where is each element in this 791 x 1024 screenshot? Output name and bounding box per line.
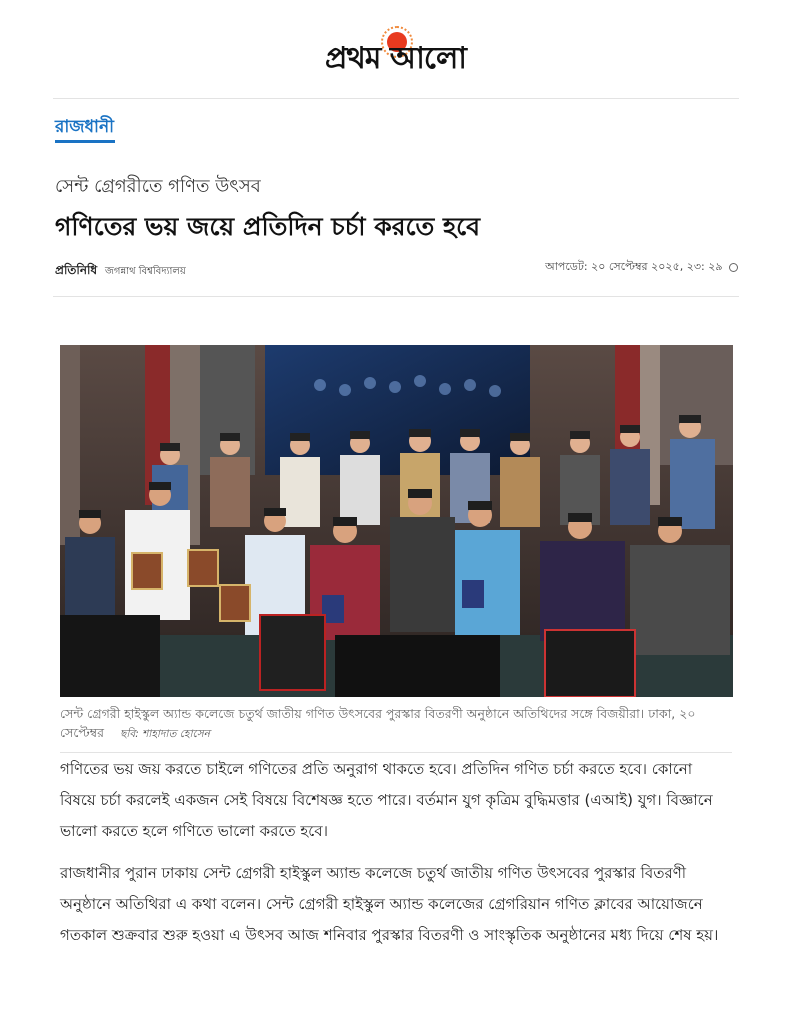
article-headline: গণিতের ভয় জয়ে প্রতিদিন চর্চা করতে হবে: [55, 212, 481, 241]
article-photo[interactable]: [60, 345, 733, 697]
logo-text: প্রথম আলো: [324, 41, 467, 76]
article-shoulder: সেন্ট গ্রেগরীতে গণিত উৎসব: [55, 176, 261, 197]
site-logo[interactable]: [0, 34, 791, 85]
article-paragraph-1: গণিতের ভয় জয় করতে চাইলে গণিতের প্রতি অনুরাগ থাকতে হবে। প্রতিদিন গণিত চর্চা করতে হবে। কোনো বিষয়ে চর্চা করলেই একজন সেই বিষয়ে বিশেষজ্ঞ হতে পারে। বর্তমান যুগ কৃত্রিম বুদ্ধিমত্তার (এআই) যুগ। বিজ্ঞানে ভালো করতে হলে গণিতে ভালো করতে হবে।: [60, 760, 713, 840]
byline-location: জগন্নাথ বিশ্ববিদ্যালয়: [104, 266, 186, 277]
caption-divider: [60, 752, 732, 753]
byline: [55, 262, 186, 282]
photo-illustration: [60, 345, 733, 697]
byline-role: প্রতিনিধি: [55, 263, 98, 277]
photo-caption: [60, 704, 732, 744]
section-link[interactable]: রাজধানী: [55, 117, 114, 137]
clock-icon: [729, 263, 738, 272]
section-underline: [55, 140, 115, 143]
byline-divider: [53, 296, 739, 297]
header-divider: [53, 98, 739, 99]
caption-text: সেন্ট গ্রেগরী হাইস্কুল অ্যান্ড কলেজে চতুর্থ জাতীয় গণিত উৎসবের পুরস্কার বিতরণী অনুষ্ঠানে অতিথিদের সঙ্গে বিজয়ীরা। ঢাকা, ২০ সেপ্টেম্বর: [60, 706, 696, 740]
article-paragraph-2: রাজধানীর পুরান ঢাকায় সেন্ট গ্রেগরী হাইস্কুল অ্যান্ড কলেজে চতুর্থ জাতীয় গণিত উৎসবের পুরস্কার বিতরণী অনুষ্ঠানে অতিথিরা এ কথা বলেন। সেন্ট গ্রেগরী হাইস্কুল অ্যান্ড কলেজের গ্রেগরিয়ান গণিত ক্লাবের আয়োজনে গতকাল শুক্রবার শুরু হওয়া এ উৎসব আজ শনিবার পুরস্কার বিতরণী ও সাংস্কৃতিক অনুষ্ঠানের মধ্য দিয়ে শেষ হয়।: [60, 864, 719, 944]
updated-timestamp: [545, 258, 738, 277]
updated-text: আপডেট: ২০ সেপ্টেম্বর ২০২৫, ২৩: ২৯: [545, 260, 723, 273]
photo-credit: ছবি: শাহাদাত হোসেন: [119, 728, 210, 740]
